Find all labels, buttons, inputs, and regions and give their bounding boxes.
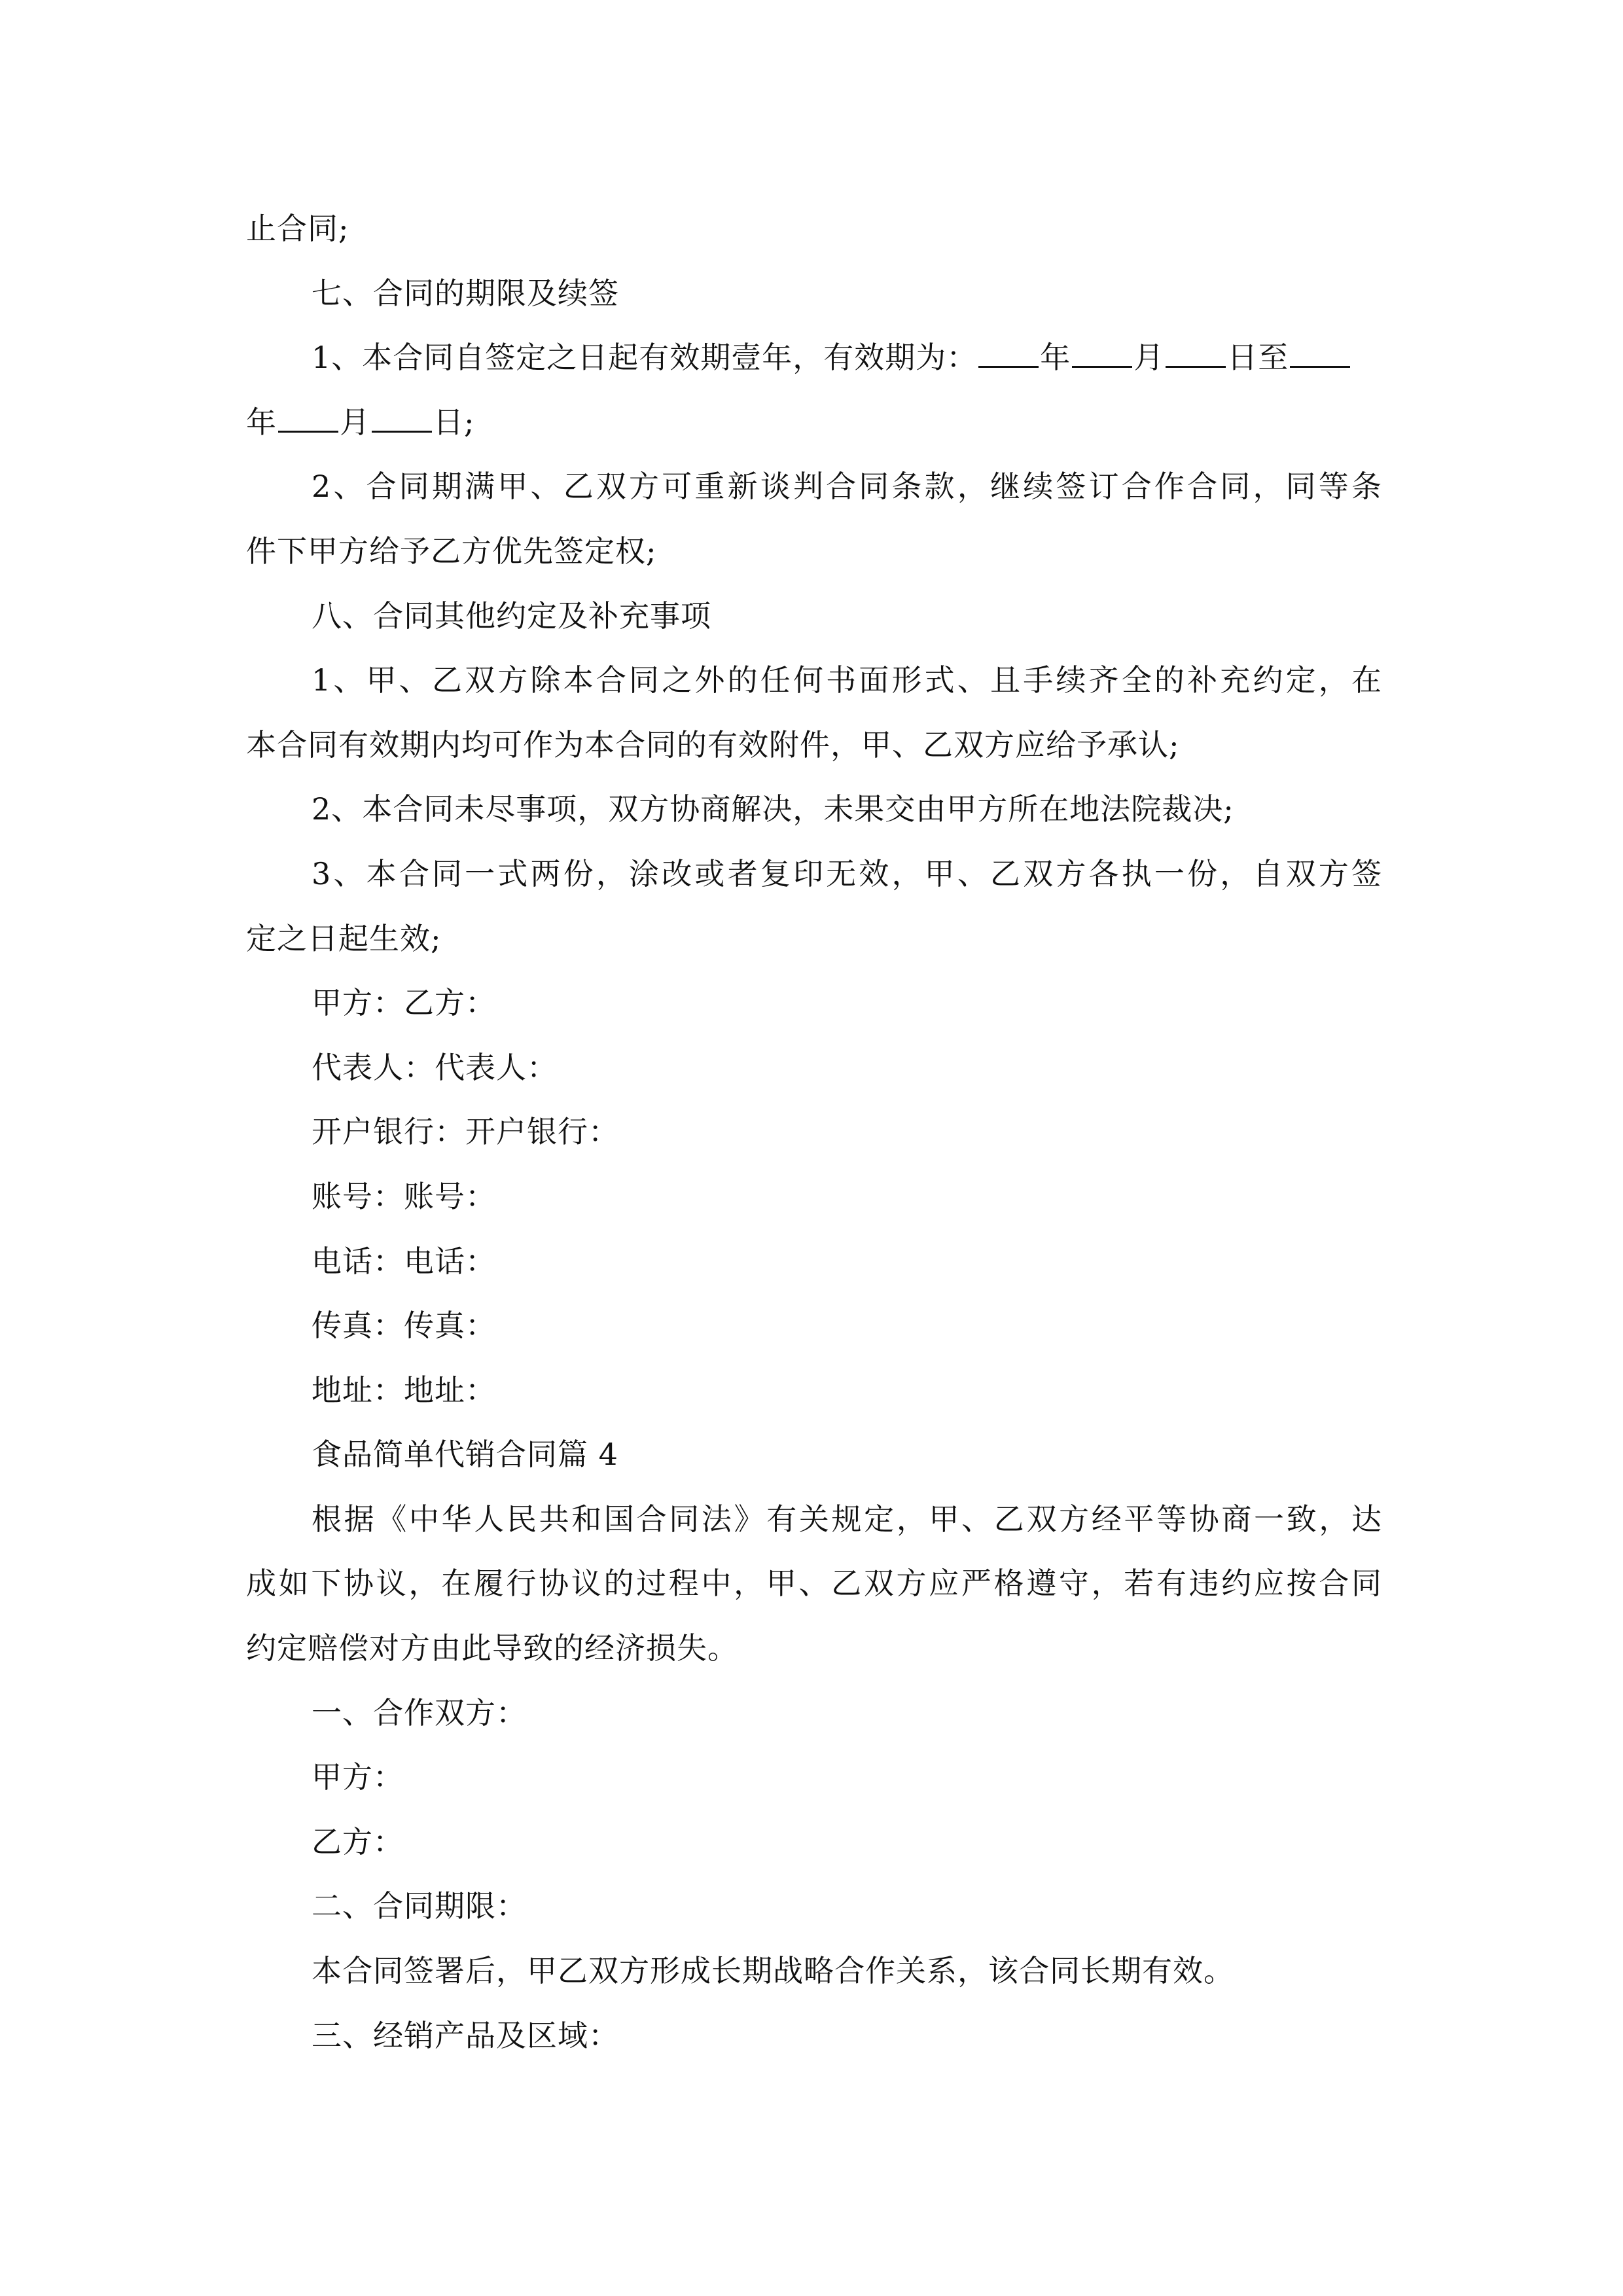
text-line: 成如下协议，在履行协议的过程中，甲、乙双方应严格遵守，若有违约应按合同 — [246, 1566, 1382, 1602]
day-unit: 日 — [1227, 340, 1258, 376]
text-line: 2、合同期满甲、乙双方可重新谈判合同条款，继续签订合作合同，同等条 — [312, 469, 1382, 505]
text-line: 2、本合同未尽事项，双方协商解决，未果交由甲方所在地法院裁决; — [312, 791, 1234, 827]
term-clause-line — [246, 325, 1382, 390]
end-year-blank — [1290, 340, 1350, 368]
signature-phone: 电话：电话： — [312, 1243, 496, 1279]
year-blank — [978, 340, 1039, 368]
section-heading-3: 三、经销产品及区域： — [312, 2017, 619, 2053]
contract-title: 食品简单代销合同篇 4 — [312, 1437, 618, 1473]
to-word: 至 — [1258, 340, 1289, 376]
signature-representative: 代表人：代表人： — [312, 1049, 558, 1085]
term-clause-text: 1、本合同自签定之日起有效期壹年，有效期为： — [312, 340, 978, 376]
section-heading-2: 二、合同期限： — [312, 1888, 527, 1924]
end-month-blank — [278, 404, 338, 433]
day-unit-2: 日 — [433, 404, 464, 440]
end-day-blank — [372, 404, 432, 433]
signature-fax: 传真：传真： — [312, 1308, 496, 1344]
text-line: 3、本合同一式两份，涂改或者复印无效，甲、乙双方各执一份，自双方签 — [312, 855, 1382, 891]
section-heading-1: 一、合作双方： — [312, 1695, 527, 1731]
semicolon: ; — [464, 404, 475, 440]
text-line: 定之日起生效; — [246, 920, 442, 956]
text-line: 约定赔偿对方由此导致的经济损失。 — [246, 1630, 738, 1666]
month-unit: 月 — [1133, 340, 1165, 376]
party-b: 乙方： — [312, 1823, 404, 1859]
party-a: 甲方： — [312, 1759, 404, 1795]
signature-bank: 开户银行：开户银行： — [312, 1114, 619, 1150]
text-line: 1、甲、乙双方除本合同之外的任何书面形式、且手续齐全的补充约定，在 — [312, 662, 1382, 698]
signature-address: 地址：地址： — [312, 1372, 496, 1408]
signature-party: 甲方：乙方： — [312, 985, 496, 1021]
year-unit-2: 年 — [246, 404, 277, 440]
signature-account: 账号：账号： — [312, 1178, 496, 1214]
month-blank — [1072, 340, 1132, 368]
section-heading-7: 七、合同的期限及续签 — [312, 275, 619, 311]
text-line: 件下甲方给予乙方优先签定权; — [246, 533, 657, 569]
text-line: 本合同有效期内均可作为本合同的有效附件，甲、乙双方应给予承认; — [246, 726, 1180, 762]
year-unit: 年 — [1040, 340, 1071, 376]
text-line: 止合同; — [246, 211, 349, 246]
text-line: 根据《中华人民共和国合同法》有关规定，甲、乙双方经平等协商一致，达 — [312, 1501, 1382, 1537]
month-unit-2: 月 — [340, 404, 370, 440]
document-body — [246, 196, 1382, 2068]
day-blank — [1166, 340, 1226, 368]
text-line: 本合同签署后，甲乙双方形成长期战略合作关系，该合同长期有效。 — [312, 1953, 1234, 1989]
term-clause-line-2 — [246, 390, 1382, 455]
section-heading-8: 八、合同其他约定及补充事项 — [312, 598, 711, 634]
